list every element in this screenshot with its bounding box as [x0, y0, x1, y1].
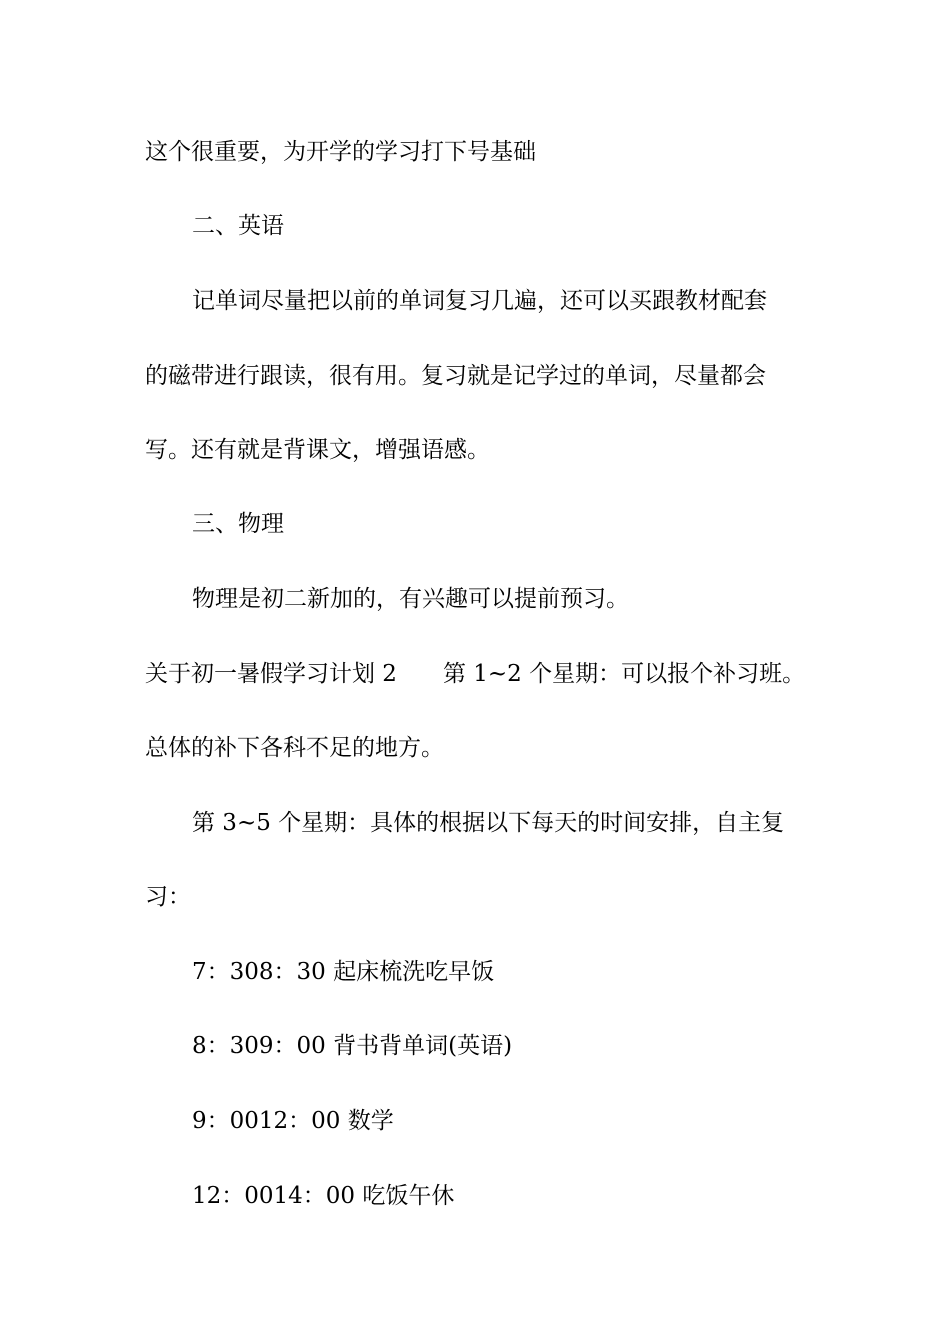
paragraph-line: 的磁带进行跟读，很有用。复习就是记学过的单词，尽量都会: [145, 363, 766, 389]
plan-week-1-2: 第 1~2 个星期：可以报个补习班。: [442, 661, 806, 687]
section-heading-english: 二、英语: [192, 213, 284, 239]
section-heading-physics: 三、物理: [192, 511, 284, 537]
plan-heading-line: [145, 659, 825, 689]
schedule-item: 12：0014：00 吃饭午休: [192, 1183, 455, 1209]
schedule-item: 8：309：00 背书背单词(英语): [192, 1033, 513, 1059]
schedule-item: 9：0012：00 数学: [192, 1108, 394, 1134]
paragraph-line: 写。还有就是背课文，增强语感。: [145, 437, 490, 463]
schedule-item: 7：308：30 起床梳洗吃早饭: [192, 959, 495, 985]
paragraph-line: 物理是初二新加的，有兴趣可以提前预习。: [192, 586, 629, 612]
plan-title: 关于初一暑假学习计划 2: [145, 661, 397, 687]
paragraph-line: 总体的补下各科不足的地方。: [145, 735, 444, 761]
paragraph-line: 第 3~5 个星期：具体的根据以下每天的时间安排，自主复: [192, 810, 785, 836]
paragraph-line: 这个很重要，为开学的学习打下号基础: [145, 139, 536, 165]
paragraph-line: 习：: [145, 884, 191, 910]
paragraph-line: 记单词尽量把以前的单词复习几遍，还可以买跟教材配套: [192, 288, 767, 314]
